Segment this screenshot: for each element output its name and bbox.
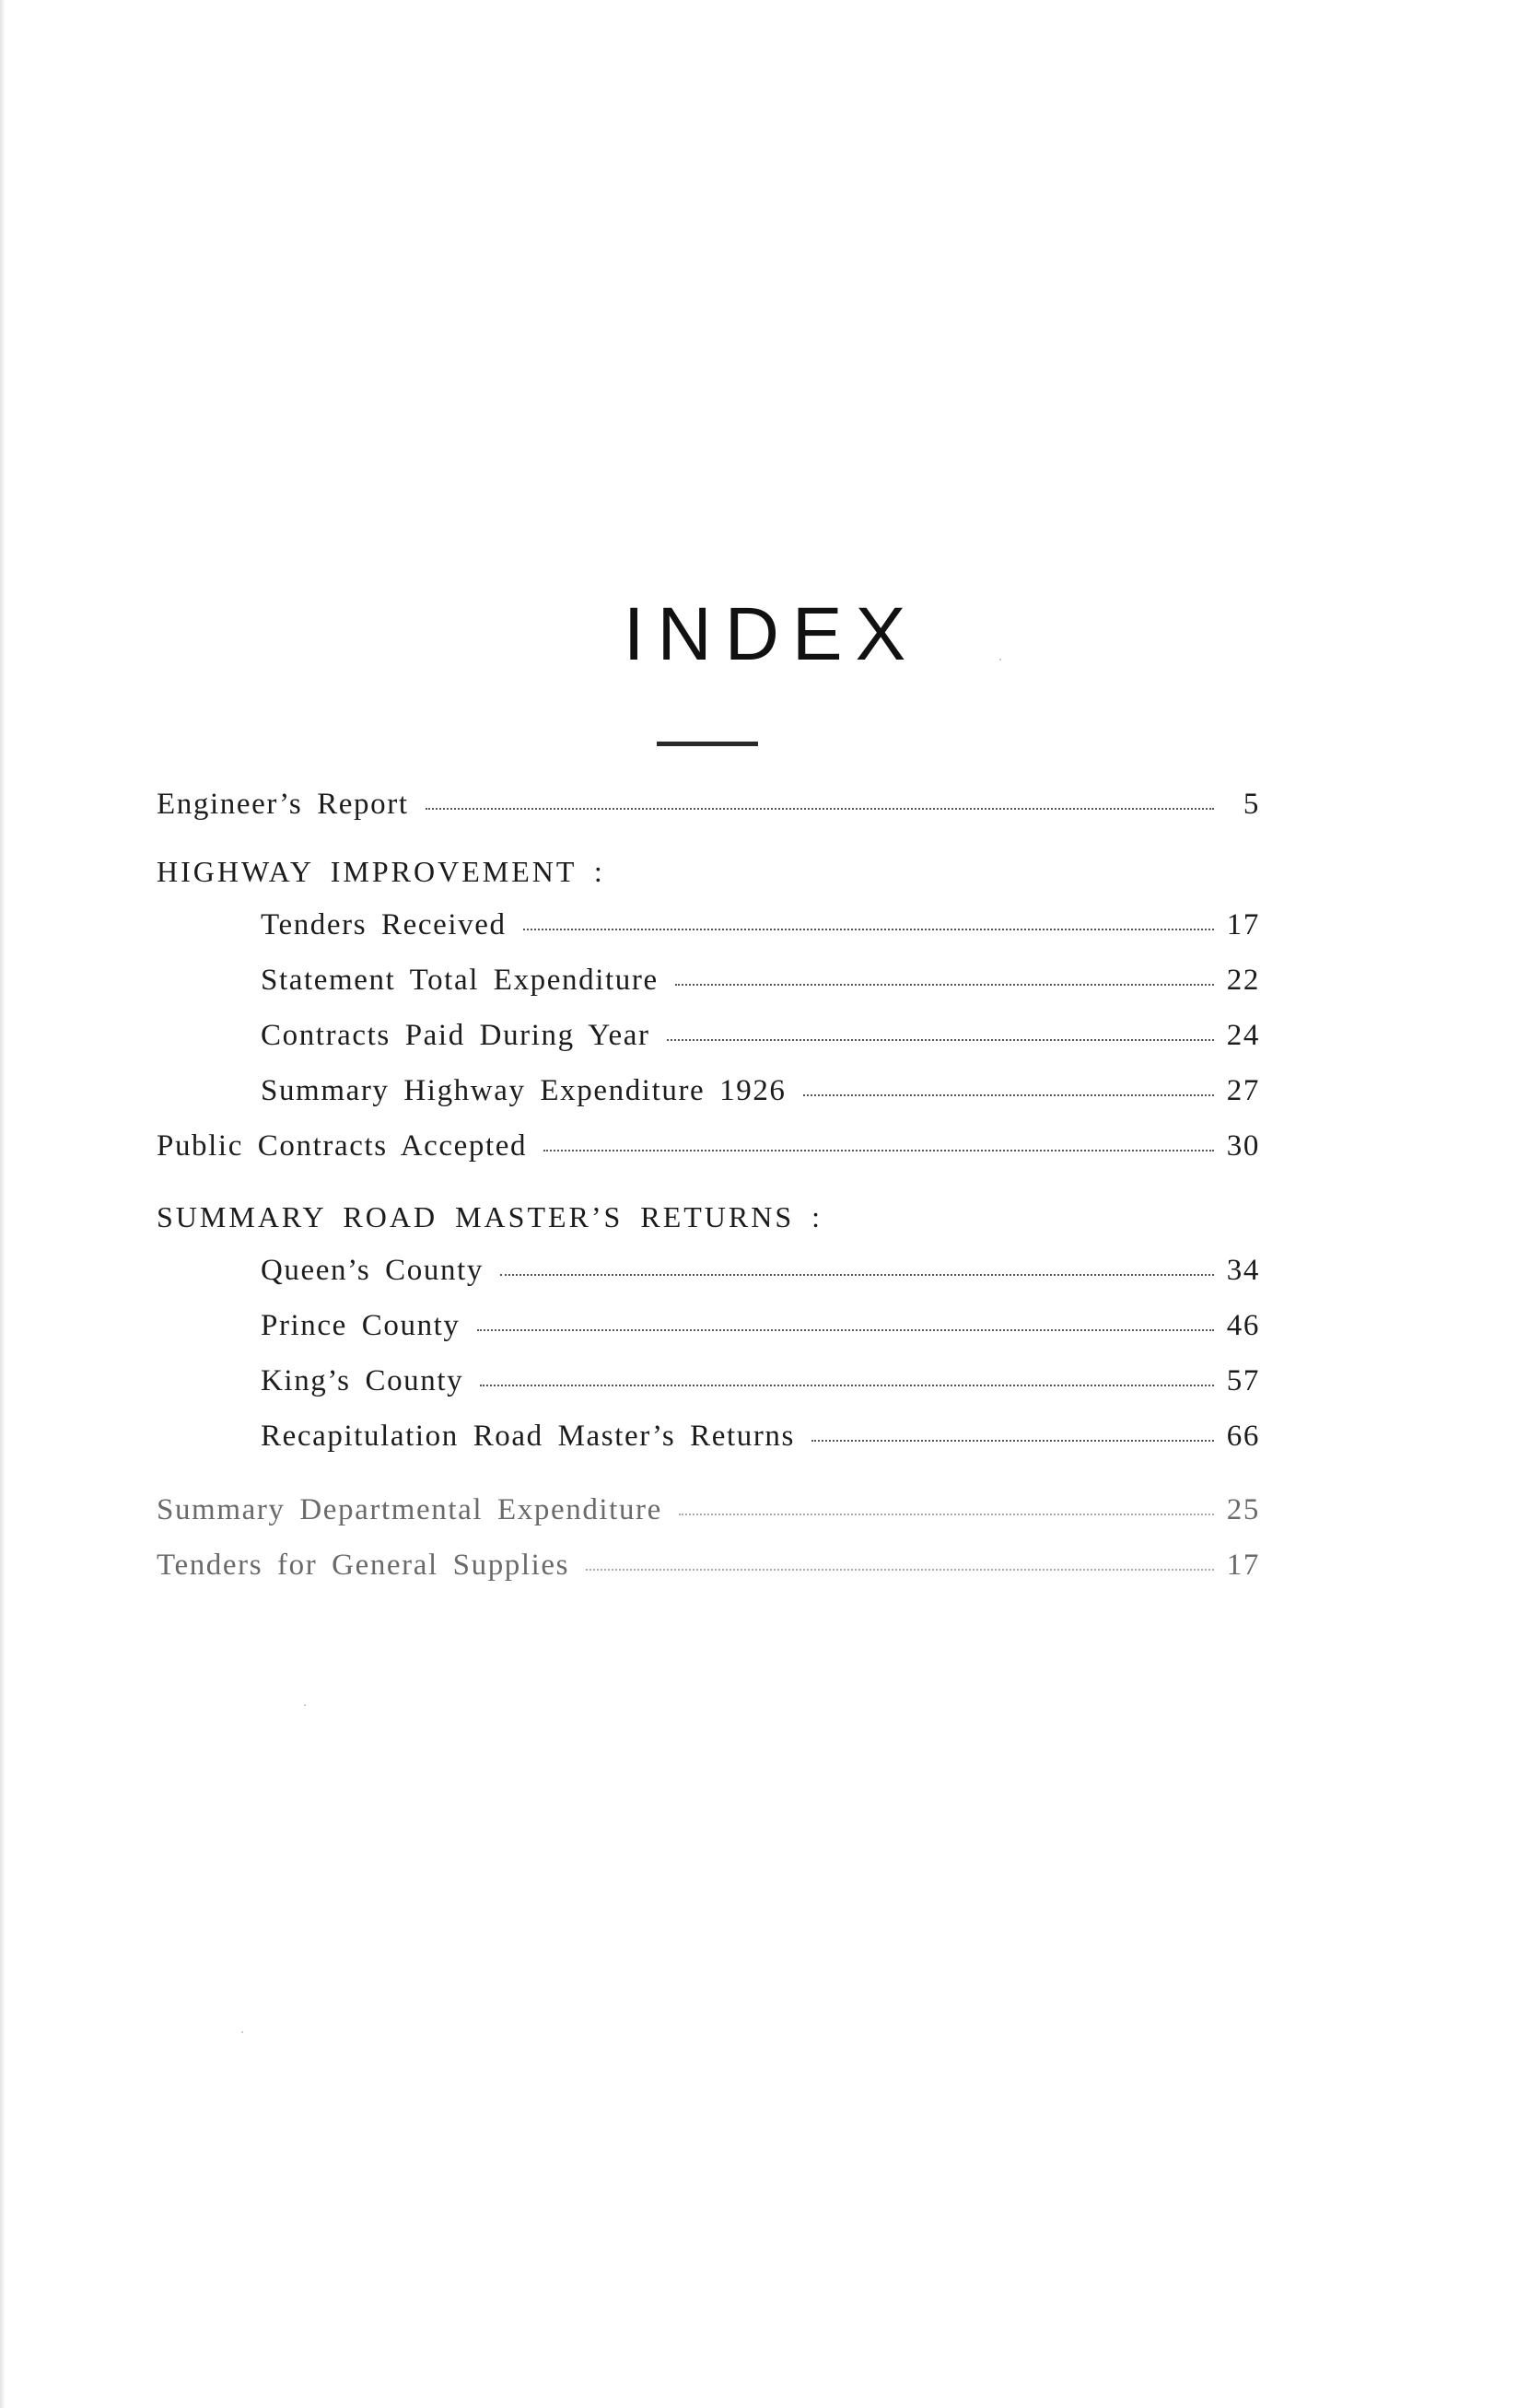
section-heading-highway-improvement: HIGHWAY IMPROVEMENT : bbox=[157, 855, 605, 888]
toc-entry-label: Public Contracts Accepted bbox=[157, 1129, 528, 1163]
dot-leader bbox=[675, 984, 1214, 986]
toc-entry-page-number: 22 bbox=[1226, 964, 1260, 997]
dot-leader bbox=[586, 1569, 1214, 1571]
dot-leader bbox=[480, 1385, 1214, 1386]
dot-leader bbox=[803, 1094, 1214, 1096]
dot-leader bbox=[477, 1329, 1214, 1331]
toc-entry-summary-highway-expenditure bbox=[261, 1076, 1260, 1106]
toc-entry-label: Engineer’s Report bbox=[157, 788, 409, 821]
toc-entry-recapitulation-road-masters-returns bbox=[261, 1421, 1260, 1452]
toc-entry-page-number: 66 bbox=[1226, 1420, 1260, 1453]
toc-entry-label: King’s County bbox=[261, 1364, 464, 1397]
toc-entry-tenders-received bbox=[261, 910, 1260, 941]
toc-entry-page-number: 17 bbox=[1226, 908, 1260, 941]
toc-entry-page-number: 30 bbox=[1226, 1129, 1260, 1163]
dot-leader bbox=[426, 808, 1214, 810]
toc-entry-label: Prince County bbox=[261, 1309, 461, 1342]
toc-entry-label: Tenders Received bbox=[261, 908, 507, 941]
toc-entry-public-contracts-accepted bbox=[157, 1131, 1260, 1162]
dot-leader bbox=[543, 1150, 1214, 1151]
toc-entry-page-number: 34 bbox=[1226, 1254, 1260, 1287]
toc-entry-contracts-paid bbox=[261, 1021, 1260, 1051]
toc-entry-label: Summary Departmental Expenditure bbox=[157, 1493, 662, 1526]
toc-entry-kings-county bbox=[261, 1366, 1260, 1397]
toc-entry-label: Summary Highway Expenditure 1926 bbox=[261, 1074, 787, 1107]
toc-entry-page-number: 46 bbox=[1226, 1309, 1260, 1342]
toc-entry-label: Statement Total Expenditure bbox=[261, 964, 659, 997]
paper-speck bbox=[304, 1704, 306, 1706]
toc-entry-label: Queen’s County bbox=[261, 1254, 484, 1287]
toc-entry-page-number: 25 bbox=[1226, 1493, 1260, 1526]
toc-entry-tenders-general-supplies bbox=[157, 1550, 1260, 1581]
toc-entry-page-number: 57 bbox=[1226, 1364, 1260, 1397]
toc-entry-page-number: 17 bbox=[1226, 1549, 1260, 1582]
section-heading-summary-road-masters-returns: SUMMARY ROAD MASTER’S RETURNS : bbox=[157, 1200, 823, 1233]
dot-leader bbox=[679, 1514, 1214, 1515]
toc-entry-label: Recapitulation Road Master’s Returns bbox=[261, 1420, 795, 1453]
dot-leader bbox=[500, 1274, 1214, 1276]
paper-speck bbox=[999, 659, 1001, 660]
page-title: INDEX bbox=[623, 592, 919, 676]
dot-leader bbox=[667, 1039, 1214, 1041]
toc-entry-label: Tenders for General Supplies bbox=[157, 1549, 570, 1582]
toc-entry-queens-county bbox=[261, 1256, 1260, 1286]
toc-entry-summary-departmental-expenditure bbox=[157, 1495, 1260, 1525]
toc-entry-statement-total-expenditure bbox=[261, 965, 1260, 996]
toc-entry-label: Contracts Paid During Year bbox=[261, 1019, 650, 1052]
toc-entry-prince-county bbox=[261, 1311, 1260, 1341]
dot-leader bbox=[523, 929, 1214, 930]
toc-entry-page-number: 5 bbox=[1243, 788, 1260, 821]
paper-speck bbox=[241, 2031, 243, 2033]
toc-entry-page-number: 27 bbox=[1226, 1074, 1260, 1107]
toc-entry-page-number: 24 bbox=[1226, 1019, 1260, 1052]
toc-entry-engineers-report bbox=[157, 789, 1260, 820]
dot-leader bbox=[811, 1440, 1214, 1442]
